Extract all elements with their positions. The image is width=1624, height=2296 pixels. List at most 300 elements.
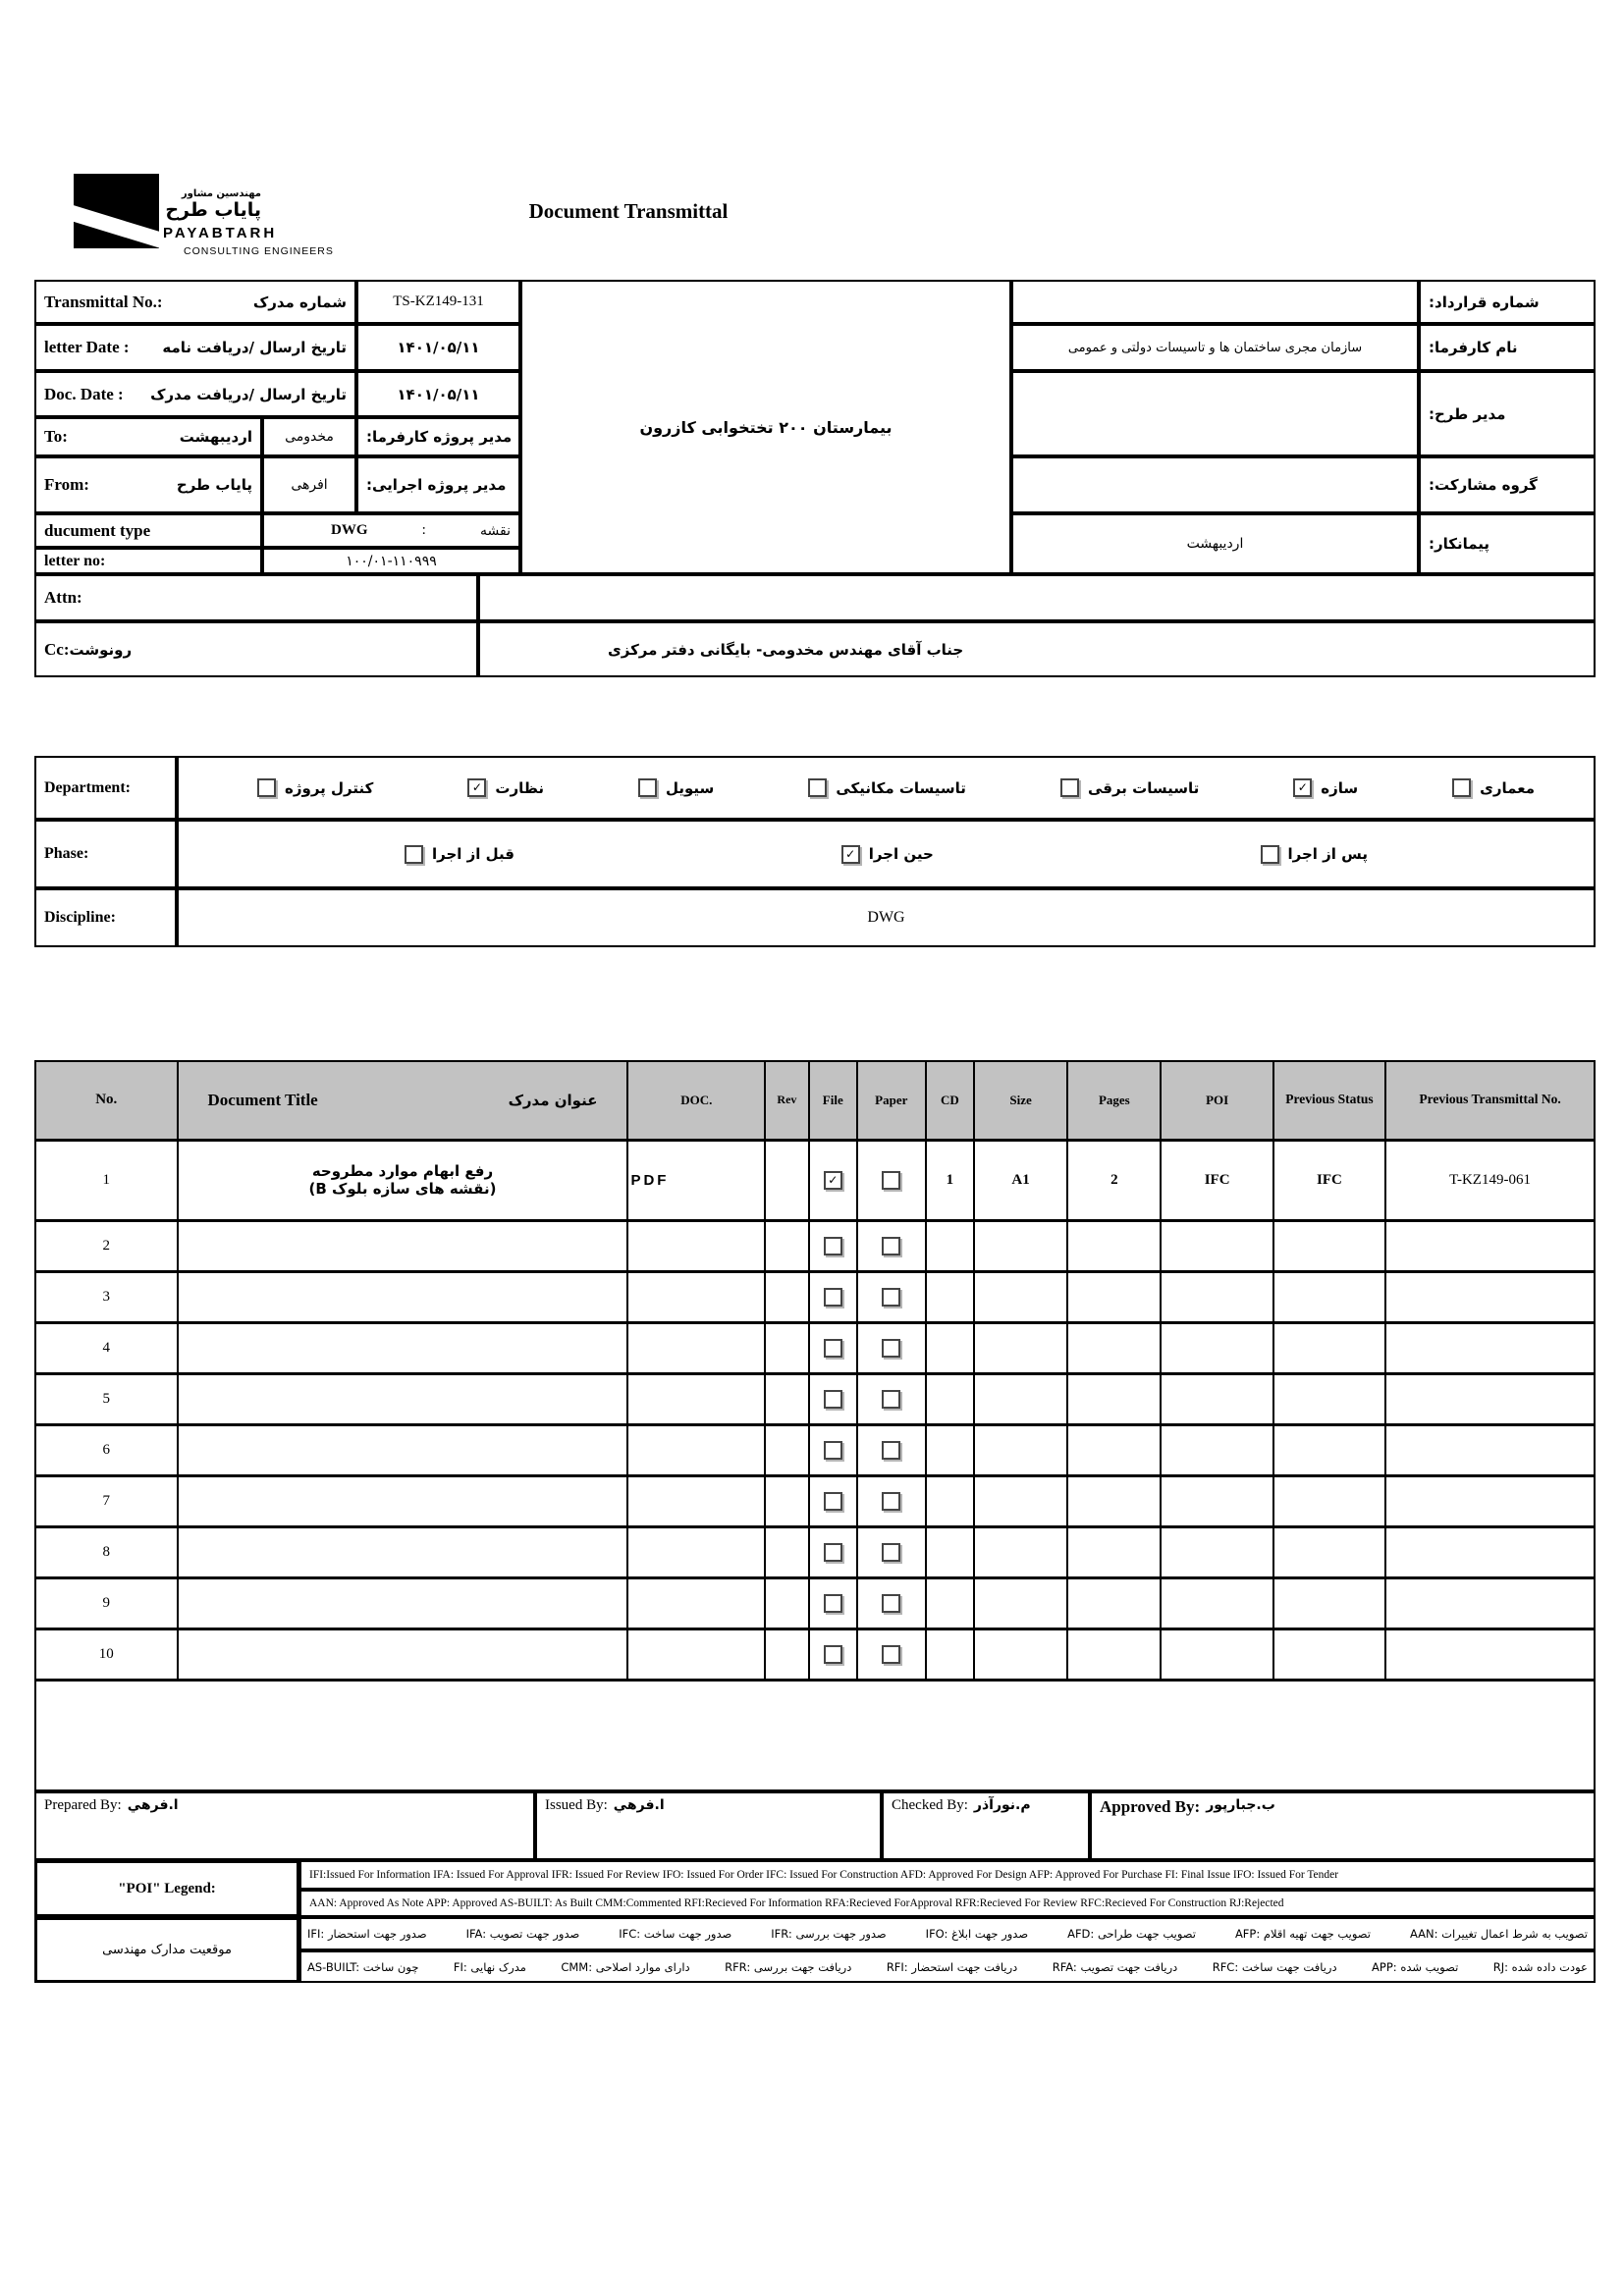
doc-date-text: ۱۴۰۱/۰۵/۱۱ [397,385,480,403]
legend-item: RFA: دریافت جهت تصویب [1052,1959,1178,1974]
col-no: No. [35,1061,178,1140]
discipline-value: DWG [867,909,905,926]
doc-date-label-en: Doc. Date : [44,384,124,403]
logo-en-name: PAYABTARH [163,225,278,241]
row-no: 4 [35,1322,178,1373]
discipline-label-cell [34,888,177,947]
legend-item: RFR: دریافت جهت بررسی [725,1959,852,1974]
legend-item: AS-BUILT: چون ساخت [307,1959,419,1974]
row-size [974,1271,1067,1322]
row-cd [926,1373,974,1424]
row-doc-format [627,1475,765,1526]
row-size: A1 [974,1140,1067,1220]
partnership-label-cell [1419,456,1596,513]
department-option [1060,778,1199,797]
discipline-label: Discipline: [44,909,116,926]
legend-item: RFI: دریافت جهت استحضار [886,1959,1018,1974]
row-rev [765,1271,808,1322]
row-doc-format [627,1373,765,1424]
row-prev-status [1273,1322,1385,1373]
department-option-checkbox[interactable]: ✓ [467,778,486,797]
document-row [35,1475,1595,1526]
attn-label-cell [34,574,478,621]
row-paper-cell [857,1220,926,1271]
row-size [974,1475,1067,1526]
row-doc-format: PDF [627,1140,765,1220]
poi-legend-label-cell [34,1860,299,1917]
file-checkbox[interactable] [824,1339,842,1358]
legend-item: IFC: صدور جهت ساخت [619,1927,732,1941]
document-type-fa: نقشه [480,522,511,539]
phase-label: Phase: [44,845,89,862]
department-option-checkbox[interactable]: ✓ [1293,778,1312,797]
to-role: مدیر پروژه کارفرما: [366,428,513,446]
row-no: 5 [35,1373,178,1424]
row-paper-cell [857,1140,926,1220]
paper-checkbox[interactable] [882,1390,900,1409]
row-rev [765,1322,808,1373]
from-role: مدیر پروژه اجرایی: [366,476,507,494]
legend-item: AFD: تصویب جهت طراحی [1067,1927,1196,1941]
prepared-by-label: Prepared By: [44,1797,122,1813]
row-paper-cell [857,1577,926,1629]
logo-fa-tagline: مهندسین مشاور [181,188,261,199]
file-checkbox[interactable] [824,1492,842,1511]
contractor-label: پیمانکار: [1429,535,1490,553]
logo-swoosh-icon [74,202,159,248]
row-prev-status [1273,1526,1385,1577]
logo-fa-name: پایاب طرح [165,199,261,221]
client-value-cell [1011,324,1419,371]
col-cd: CD [926,1061,974,1140]
row-pages [1067,1220,1161,1271]
document-type-label-cell [34,513,262,548]
legend-item: RFC: دریافت جهت ساخت [1212,1959,1337,1974]
row-prev-transmittal [1385,1271,1595,1322]
approved-by-cell [1090,1791,1596,1860]
department-option-label: نظارت [495,778,544,797]
row-rev [765,1140,808,1220]
letter-date-value [356,324,520,371]
row-poi [1161,1322,1272,1373]
client-label-cell [1419,324,1596,371]
paper-checkbox[interactable] [882,1492,900,1511]
department-option-label: معماری [1480,778,1535,797]
row-cd [926,1629,974,1680]
department-option-checkbox[interactable] [638,778,657,797]
row-prev-transmittal: T-KZ149-061 [1385,1140,1595,1220]
legend-item: APP: تصویب شده [1372,1959,1459,1974]
partnership-label: گروه مشارکت: [1429,476,1538,494]
document-row [35,1322,1595,1373]
to-label: To: [44,427,68,446]
legend-item: IFO: صدور جهت ابلاغ [925,1927,1029,1941]
row-cd [926,1220,974,1271]
row-rev [765,1424,808,1475]
approved-by-name: ب.جبارپور [1206,1797,1275,1813]
document-row [35,1424,1595,1475]
col-size: Size [974,1061,1067,1140]
document-table-header-row [35,1061,1595,1140]
file-checkbox[interactable] [824,1441,842,1460]
from-cell [34,456,262,513]
file-checkbox[interactable] [824,1390,842,1409]
row-rev [765,1629,808,1680]
row-prev-status [1273,1373,1385,1424]
approved-by-label: Approved By: [1100,1797,1201,1816]
phase-option-label: قبل از اجرا [432,845,514,863]
file-checkbox[interactable] [824,1237,842,1255]
row-no: 8 [35,1526,178,1577]
row-no: 3 [35,1271,178,1322]
document-row [35,1373,1595,1424]
row-pages [1067,1526,1161,1577]
company-logo-icon [74,174,159,248]
file-checkbox[interactable] [824,1594,842,1613]
cc-label-fa: رونوشت [69,640,133,659]
paper-checkbox[interactable] [882,1594,900,1613]
to-person: مخدومی [285,429,334,445]
department-option [1293,778,1358,797]
department-label-cell [34,756,177,820]
row-poi [1161,1271,1272,1322]
page-title: Document Transmittal [528,199,729,223]
discipline-value-cell [177,888,1596,947]
letter-no-text: ۱۰۰/۰۱-۱۱۰۹۹۹ [346,553,437,569]
row-pages [1067,1271,1161,1322]
phase-option-checkbox[interactable] [405,845,423,864]
phase-label-cell [34,820,177,888]
fa-legend-label-cell [34,1917,299,1983]
transmittal-no-text: TS-KZ149-131 [393,294,484,309]
cc-value: جناب آقای مهندس مخدومی- بایگانی دفتر مرکزی [608,640,964,659]
phase-option [841,845,934,864]
paper-checkbox[interactable] [882,1645,900,1664]
letter-date-text: ۱۴۰۱/۰۵/۱۱ [397,339,480,356]
row-title [178,1629,628,1680]
contract-no-value [1011,280,1419,324]
row-paper-cell [857,1322,926,1373]
col-pages: Pages [1067,1061,1161,1140]
department-option-label: سازه [1321,778,1359,797]
document-type-value-cell [262,513,520,548]
client-label: نام کارفرما: [1429,339,1518,356]
col-prev-transmittal: Previous Transmittal No. [1385,1061,1595,1140]
row-prev-transmittal [1385,1424,1595,1475]
contractor-value: اردیبهشت [1186,536,1244,552]
row-no: 6 [35,1424,178,1475]
row-paper-cell [857,1271,926,1322]
project-name: بیمارستان ۲۰۰ تختخوابی کازرون [639,417,893,437]
client-value: سازمان مجری ساختمان ها و تاسیسات دولتی و عمومی [1067,340,1363,355]
row-title [178,1577,628,1629]
row-prev-transmittal [1385,1629,1595,1680]
row-prev-status [1273,1629,1385,1680]
row-title [178,1373,628,1424]
letter-date-label-fa: تاریخ ارسال /دریافت نامه [162,339,347,356]
file-checkbox[interactable] [824,1288,842,1307]
row-doc-format [627,1322,765,1373]
row-pages: 2 [1067,1140,1161,1220]
row-file-cell [809,1629,857,1680]
legend-item: FI: مدرک نهایی [453,1959,526,1974]
row-poi: IFC [1161,1140,1272,1220]
notes-row [35,1680,1595,1790]
design-manager-label: مدیر طرح: [1429,404,1506,423]
row-size [974,1220,1067,1271]
row-doc-format [627,1629,765,1680]
phase-option-label: پس از اجرا [1287,845,1368,863]
transmittal-no-label-en: Transmittal No.: [44,292,163,311]
document-row [35,1577,1595,1629]
department-label: Department: [44,778,131,796]
department-option-checkbox[interactable] [257,778,276,797]
row-prev-status: IFC [1273,1140,1385,1220]
legend-item: CMM: دارای موارد اصلاحی [561,1959,690,1974]
row-no: 7 [35,1475,178,1526]
col-title-fa: عنوان مدرک [508,1091,598,1109]
cc-label-cell [34,621,478,677]
legend-item: RJ: عودت داده شده [1492,1959,1588,1974]
project-name-cell [520,280,1011,574]
department-option-label: کنترل پروژه [285,778,374,797]
row-doc-format [627,1220,765,1271]
doc-date-label-cell [34,371,356,417]
department-option-label: تاسیسات مکانیکی [836,778,966,797]
row-prev-transmittal [1385,1475,1595,1526]
legend-item: IFA: صدور جهت تصویب [465,1927,580,1941]
row-cd: 1 [926,1140,974,1220]
document-type-colon: : [421,522,426,538]
cc-value-cell [478,621,1596,677]
document-row [35,1140,1595,1220]
row-no: 1 [35,1140,178,1220]
transmittal-no-label-cell [34,280,356,324]
from-role-cell [356,456,520,513]
prepared-by-name: ا.فرهي [127,1797,179,1813]
row-file-cell [809,1220,857,1271]
row-size [974,1322,1067,1373]
department-option [638,778,714,797]
row-no: 9 [35,1577,178,1629]
paper-checkbox[interactable] [882,1441,900,1460]
letter-no-label: letter no: [44,552,106,569]
fa-legend-label: موقعیت مدارک مهندسی [102,1943,232,1957]
row-pages [1067,1475,1161,1526]
document-type-value: DWG [331,522,368,538]
row-cd [926,1271,974,1322]
department-option-label: سیویل [665,778,715,797]
col-poi: POI [1161,1061,1272,1140]
row-file-cell [809,1373,857,1424]
letter-no-label-cell [34,548,262,574]
letter-date-label-en: letter Date : [44,338,130,356]
row-file-cell [809,1424,857,1475]
document-type-label: ducument type [44,520,151,540]
contractor-label-cell [1419,513,1596,574]
row-poi [1161,1220,1272,1271]
department-option-label: تاسیسات برقی [1087,778,1200,797]
row-file-cell [809,1322,857,1373]
letter-no-value [262,548,520,574]
file-checkbox[interactable]: ✓ [824,1171,842,1190]
doc-date-label-fa: تاریخ ارسال /دریافت مدرک [150,385,347,403]
department-option-checkbox[interactable] [808,778,827,797]
row-prev-transmittal [1385,1322,1595,1373]
row-pages [1067,1373,1161,1424]
to-role-cell [356,417,520,456]
row-prev-status [1273,1271,1385,1322]
row-cd [926,1526,974,1577]
issued-by-name: ا.فرهي [613,1797,665,1813]
paper-checkbox[interactable] [882,1288,900,1307]
row-size [974,1526,1067,1577]
col-doc: DOC. [627,1061,765,1140]
phase-options-row [177,820,1596,888]
row-prev-status [1273,1475,1385,1526]
prepared-by-cell [34,1791,535,1860]
row-size [974,1424,1067,1475]
row-no: 10 [35,1629,178,1680]
row-rev [765,1220,808,1271]
legend-item: IFI: صدور جهت استحضار [307,1927,427,1941]
paper-checkbox[interactable] [882,1237,900,1255]
row-paper-cell [857,1424,926,1475]
legend-item: AAN: تصویب به شرط اعمال تغییرات [1409,1927,1588,1941]
department-option [1452,778,1535,797]
row-poi [1161,1373,1272,1424]
row-cd [926,1475,974,1526]
partnership-value [1011,456,1419,513]
letter-date-label-cell [34,324,356,371]
transmittal-no-value [356,280,520,324]
from-company: پایاب طرح [176,476,252,494]
phase-option-checkbox[interactable] [1261,845,1279,864]
to-cell [34,417,262,456]
row-prev-transmittal [1385,1373,1595,1424]
row-pages [1067,1577,1161,1629]
document-row [35,1220,1595,1271]
row-cd [926,1424,974,1475]
row-cd [926,1322,974,1373]
checked-by-label: Checked By: [892,1797,968,1813]
checked-by-cell [882,1791,1090,1860]
paper-checkbox[interactable] [882,1339,900,1358]
row-size [974,1577,1067,1629]
row-prev-transmittal [1385,1577,1595,1629]
design-manager-label-cell [1419,371,1596,456]
row-doc-format [627,1526,765,1577]
paper-checkbox[interactable] [882,1171,900,1190]
row-title [178,1475,628,1526]
row-doc-format [627,1271,765,1322]
row-title [178,1424,628,1475]
design-manager-value [1011,371,1419,456]
row-pages [1067,1629,1161,1680]
row-rev [765,1373,808,1424]
row-file-cell [809,1140,857,1220]
poi-legend-line2: AAN: Approved As Note APP: Approved AS-BUILT: As Built CMM:Commented RFI:Recieved For Information RFA:Recieved ForApproval RFR:Recieved For Review RFC:Recieved For Construction RJ:Rejected [299,1890,1596,1917]
to-company: اردیبهشت [179,428,252,446]
paper-checkbox[interactable] [882,1543,900,1562]
poi-legend-label: "POI" Legend: [118,1880,216,1896]
row-paper-cell [857,1475,926,1526]
legend-item: IFR: صدور جهت بررسی [771,1927,887,1941]
document-table [34,1060,1596,1791]
document-row [35,1526,1595,1577]
row-paper-cell [857,1629,926,1680]
row-file-cell [809,1271,857,1322]
row-title [178,1271,628,1322]
department-option-checkbox[interactable] [1452,778,1471,797]
row-prev-status [1273,1424,1385,1475]
file-checkbox[interactable] [824,1543,842,1562]
attn-value [478,574,1596,621]
row-size [974,1629,1067,1680]
fa-legend-line1 [299,1917,1596,1950]
poi-legend-line1: IFI:Issued For Information IFA: Issued For Approval IFR: Issued For Review IFO: Issued For Order IFC: Issued For Construction AFD: Approved For Design AFP: Approved For Purchase FI: Final Issue IFO: Issued For Tender [299,1860,1596,1890]
row-title [178,1526,628,1577]
row-paper-cell [857,1526,926,1577]
row-pages [1067,1424,1161,1475]
col-rev: Rev [765,1061,808,1140]
department-option-checkbox[interactable] [1060,778,1079,797]
row-rev [765,1526,808,1577]
contractor-value-cell [1011,513,1419,574]
row-pages [1067,1322,1161,1373]
attn-label: Attn: [44,588,82,607]
row-poi [1161,1577,1272,1629]
row-poi [1161,1629,1272,1680]
col-paper: Paper [857,1061,926,1140]
cc-label: Cc: [44,639,70,659]
row-poi [1161,1475,1272,1526]
row-file-cell [809,1526,857,1577]
from-label: From: [44,475,89,494]
row-file-cell [809,1577,857,1629]
fa-legend-line2 [299,1950,1596,1983]
phase-option [1261,845,1368,864]
col-file: File [809,1061,857,1140]
row-title [178,1322,628,1373]
phase-option-label: حین اجرا [868,845,934,863]
from-person-cell [262,456,356,513]
col-title [178,1061,628,1140]
row-file-cell [809,1475,857,1526]
notes-cell [35,1680,1595,1790]
row-title [178,1220,628,1271]
row-rev [765,1475,808,1526]
issued-by-label: Issued By: [545,1797,608,1813]
department-option [257,778,373,797]
doc-date-value [356,371,520,417]
contract-no-label-cell [1419,280,1596,324]
legend-item: AFP: تصویب جهت تهیه اقلام [1234,1927,1371,1941]
row-doc-format [627,1577,765,1629]
row-rev [765,1577,808,1629]
phase-option [405,845,514,864]
file-checkbox[interactable] [824,1645,842,1664]
document-row [35,1629,1595,1680]
row-prev-status [1273,1220,1385,1271]
phase-option-checkbox[interactable]: ✓ [841,845,860,864]
row-size [974,1373,1067,1424]
document-row [35,1271,1595,1322]
row-paper-cell [857,1373,926,1424]
department-options-row [177,756,1596,820]
col-title-en: Document Title [207,1090,318,1109]
row-prev-transmittal [1385,1526,1595,1577]
